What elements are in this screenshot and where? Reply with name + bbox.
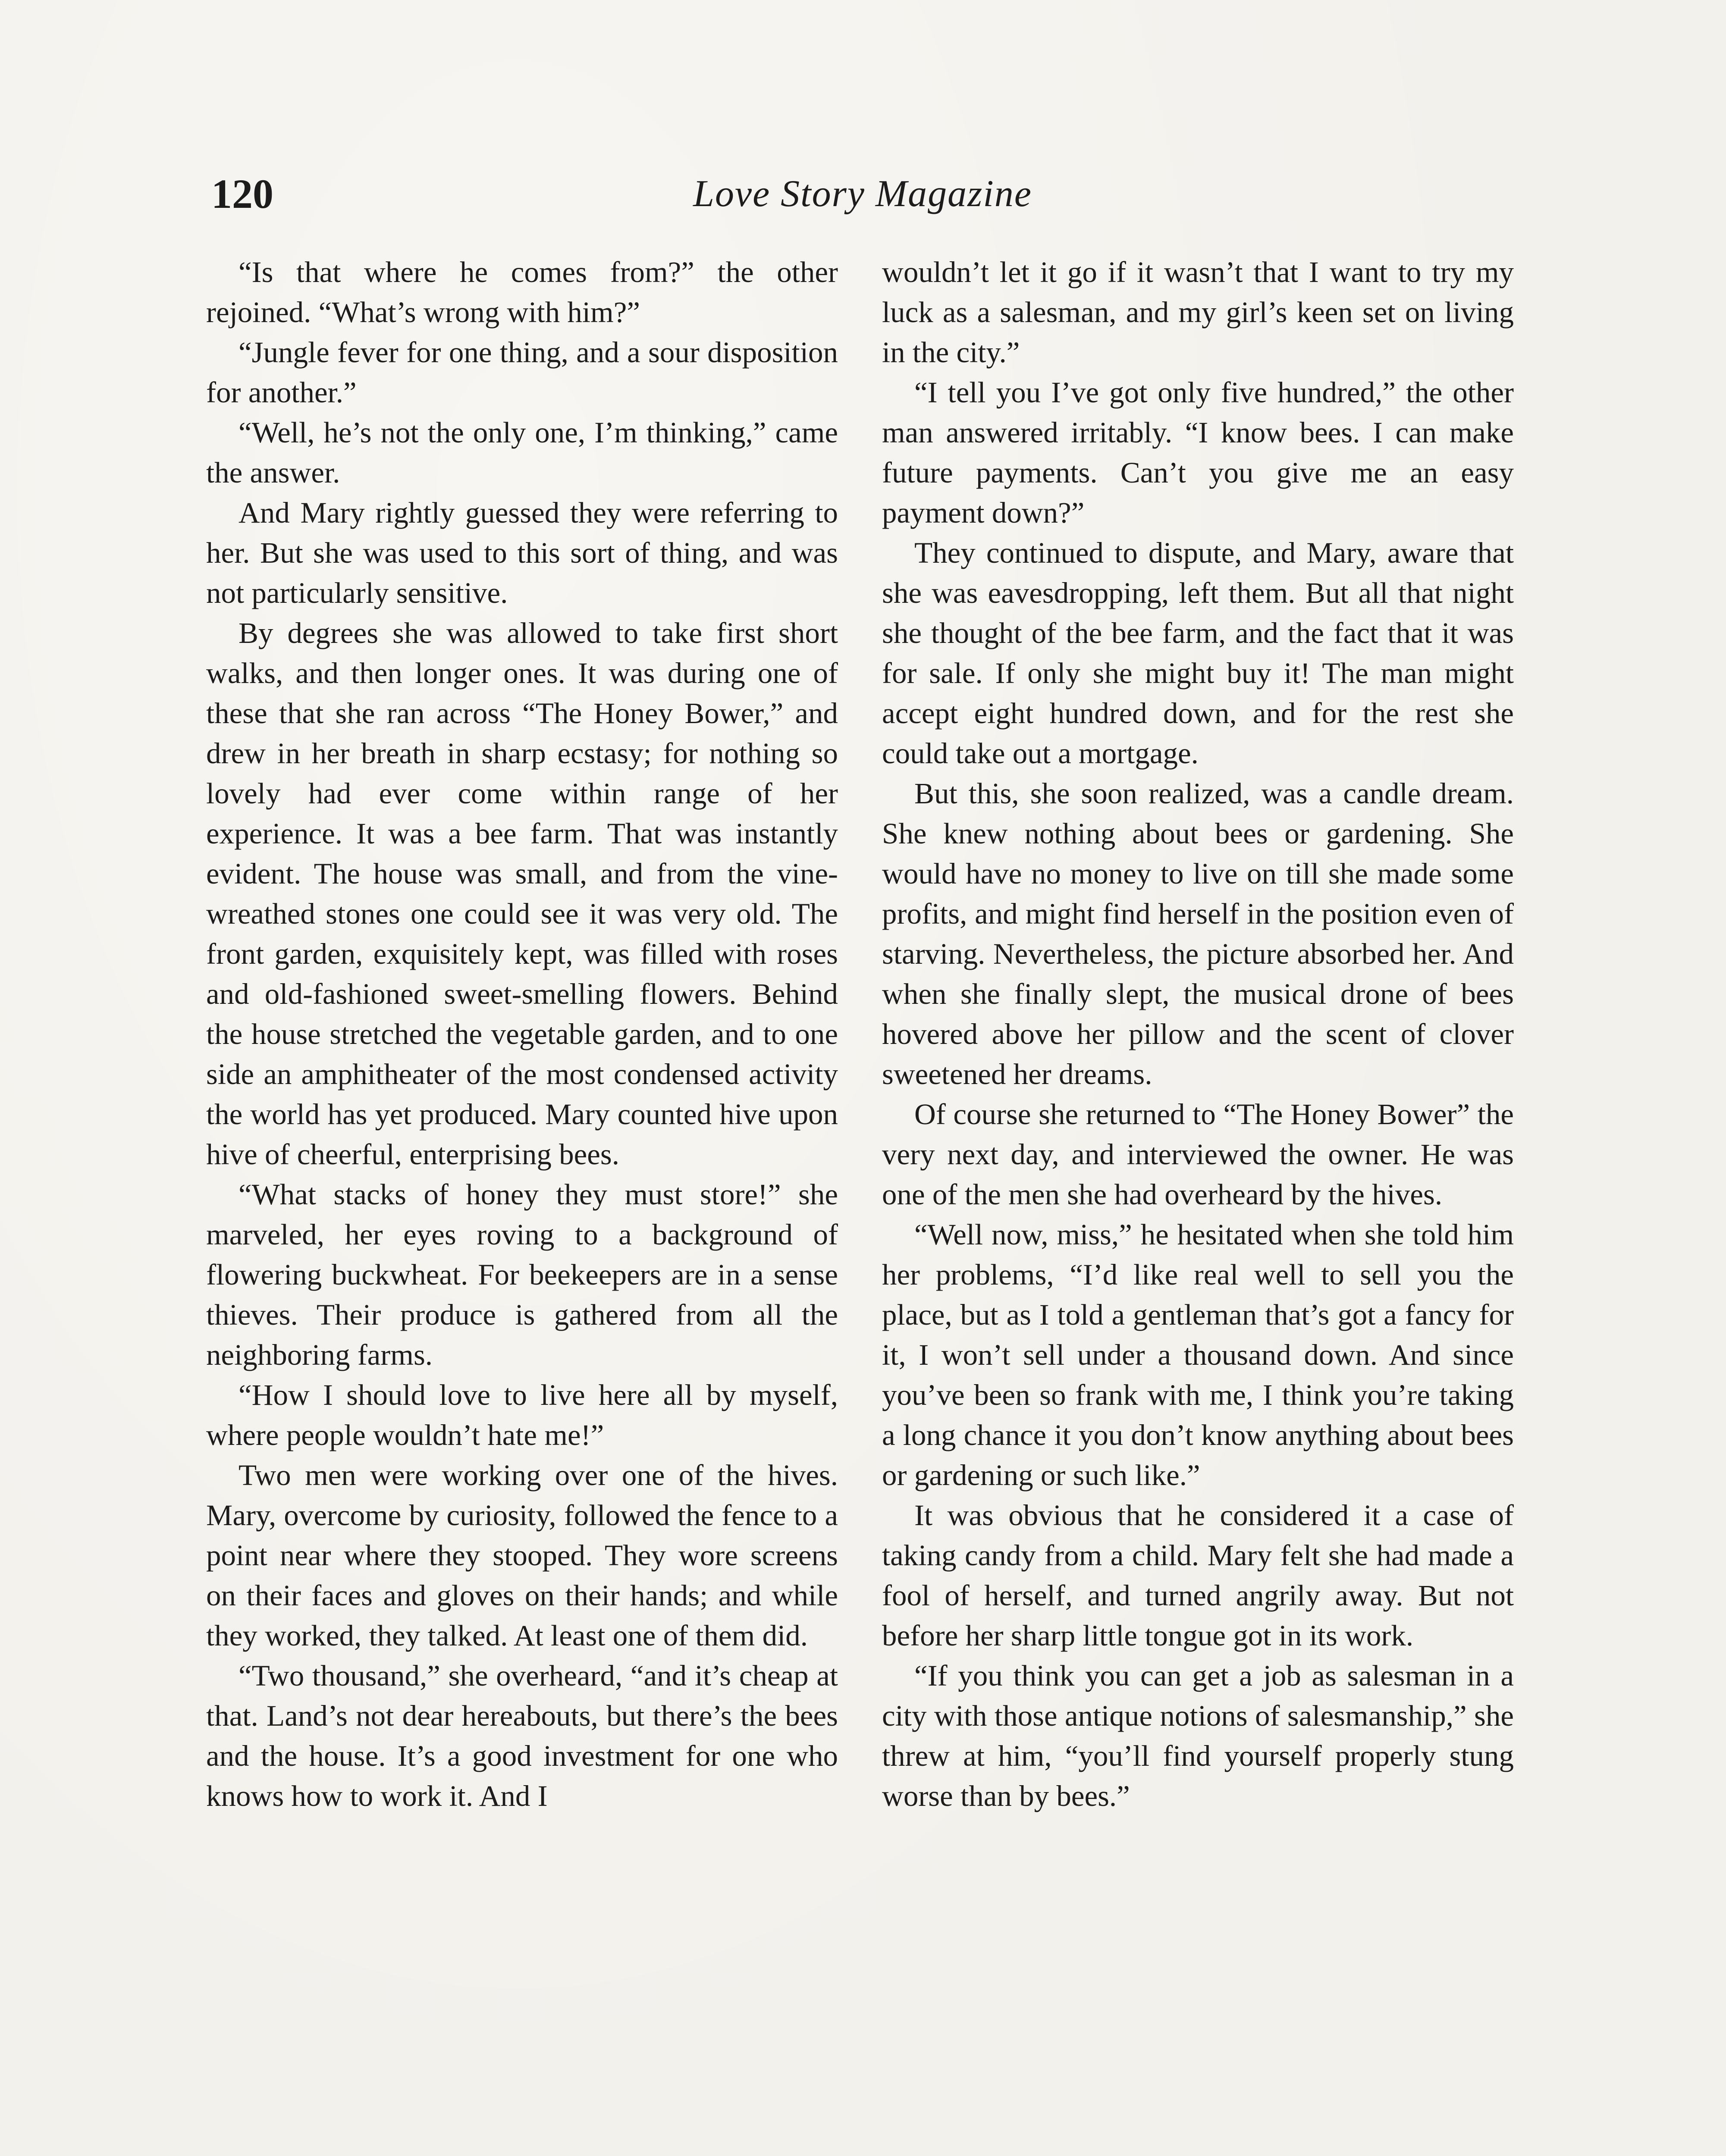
paragraph: “I tell you I’ve got only five hundred,” the other man answered irritably. “I know bees. I can make future payments. Can’t you give me an easy payment down?” bbox=[882, 376, 1514, 529]
paragraph: “What stacks of honey they must store!” she marveled, her eyes roving to a background of flowering buckwheat. For beekeepers are in a sense thieves. Their produce is gathered from all the neighboring farms. bbox=[206, 1178, 838, 1371]
right-column bbox=[882, 252, 1514, 1816]
page-header bbox=[0, 164, 1726, 224]
paragraph: “Well now, miss,” he hesitated when she told him her problems, “I’d like real well to sell you the place, but as I told a gentleman that’s got a fancy for it, I won’t sell under a thousand down. And since you’ve been so frank with me, I think you’re taking a long chance it you don’t know anything about bees or gardening or such like.” bbox=[882, 1218, 1514, 1492]
magazine-title: Love Story Magazine bbox=[693, 173, 1032, 215]
paragraph: “Two thousand,” she overheard, “and it’s cheap at that. Land’s not dear hereabouts, but there’s the bees and the house. It’s a good investment for one who knows how to work it. And I bbox=[206, 1659, 838, 1812]
paragraph: “Well, he’s not the only one, I’m thinking,” came the answer. bbox=[206, 416, 838, 489]
paragraph: It was obvious that he considered it a case of taking candy from a child. Mary felt she had made a fool of herself, and turned angrily away. But not before her sharp little tongue got in its work. bbox=[882, 1499, 1514, 1652]
paragraph: “Jungle fever for one thing, and a sour disposition for another.” bbox=[206, 336, 838, 409]
paragraph: “How I should love to live here all by myself, where people wouldn’t hate me!” bbox=[206, 1379, 838, 1451]
paragraph: Of course she returned to “The Honey Bower” the very next day, and interviewed the owner. He was one of the men she had overheard by the hives. bbox=[882, 1098, 1514, 1211]
paragraph: Two men were working over one of the hives. Mary, overcome by curiosity, followed the fence to a point near where they stooped. They wore screens on their faces and gloves on their hands; and while they worked, they talked. At least one of them did. bbox=[206, 1459, 838, 1652]
paragraph: “If you think you can get a job as salesman in a city with those antique notions of salesmanship,” she threw at him, “you’ll find yourself properly stung worse than by bees.” bbox=[882, 1659, 1514, 1812]
paragraph-continued: wouldn’t let it go if it wasn’t that I want to try my luck as a salesman, and my girl’s keen set on living in the city.” bbox=[882, 256, 1514, 369]
paragraph: “Is that where he comes from?” the other rejoined. “What’s wrong with him?” bbox=[206, 256, 838, 329]
paragraph: And Mary rightly guessed they were referring to her. But she was used to this sort of thing, and was not particularly sensitive. bbox=[206, 496, 838, 609]
left-column bbox=[206, 252, 838, 1816]
paragraph: But this, she soon realized, was a candle dream. She knew nothing about bees or gardening. She would have no money to live on till she made some profits, and might find herself in the position even of starving. Nevertheless, the picture absorbed her. And when she finally slept, the musical drone of bees hovered above her pillow and the scent of clover sweetened her dreams. bbox=[882, 777, 1514, 1091]
paragraph: They continued to dispute, and Mary, aware that she was eavesdropping, left them. But all that night she thought of the bee farm, and the fact that it was for sale. If only she might buy it! The man might accept eight hundred down, and for the rest she could take out a mortgage. bbox=[882, 536, 1514, 770]
page-number: 120 bbox=[211, 171, 273, 217]
paragraph: By degrees she was allowed to take first short walks, and then longer ones. It was during one of these that she ran across “The Honey Bower,” and drew in her breath in sharp ecstasy; for nothing so lovely had ever come within range of her experience. It was a bee farm. That was instantly evident. The house was small, and from the vine-wreathed stones one could see it was very old. The front garden, exquisitely kept, was filled with roses and old-fashioned sweet-smelling flowers. Behind the house stretched the vegetable garden, and to one side an amphitheater of the most condensed activity the world has yet produced. Mary counted hive upon hive of cheerful, enterprising bees. bbox=[206, 617, 838, 1171]
